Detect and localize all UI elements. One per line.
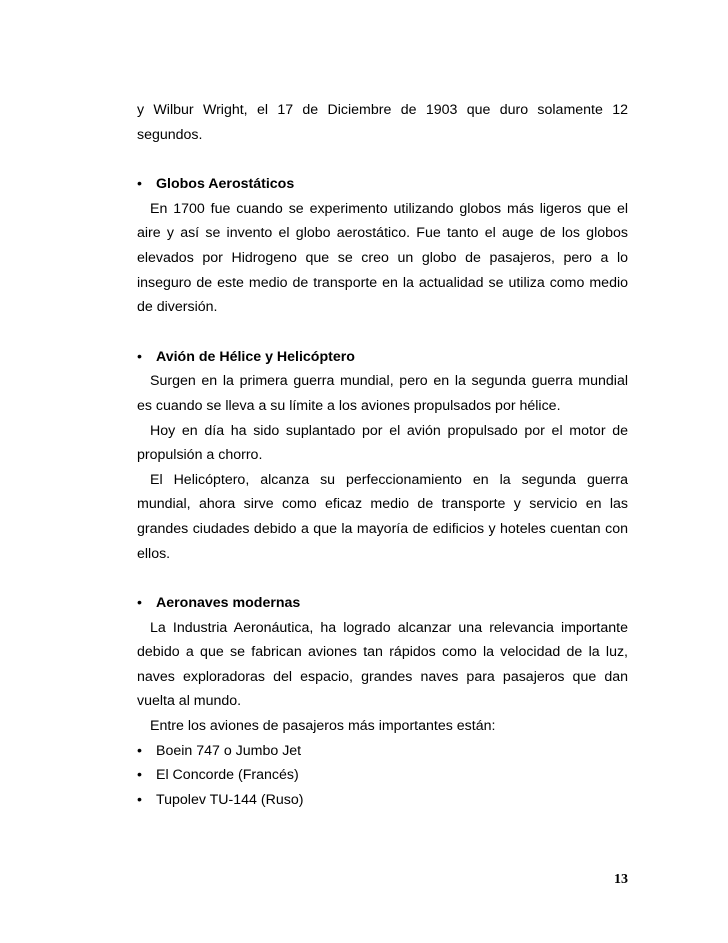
paragraph-line: elevados por Hidrogeno que se creo un globo de pasajeros, pero a lo xyxy=(137,249,628,266)
bullet: • xyxy=(137,348,142,365)
intro-line-2: segundos. xyxy=(137,126,203,143)
paragraph-line: debido a que se fabrican aviones tan rápidos como la velocidad de la luz, xyxy=(137,644,628,661)
paragraph-line: ellos. xyxy=(137,545,171,562)
section-heading-helice xyxy=(137,345,628,370)
section-heading-modernas xyxy=(137,591,628,616)
paragraph-line: grandes ciudades debido a que la mayoría de edificios y hoteles cuentan con xyxy=(137,520,628,537)
paragraph-line: es cuando se lleva a su límite a los aviones propulsados por hélice. xyxy=(137,397,561,414)
paragraph-line: Hoy en día ha sido suplantado por el avión propulsado por el motor de xyxy=(150,422,628,439)
paragraph-line: naves exploradoras del espacio, grandes naves para pasajeros que dan xyxy=(137,668,628,685)
section-title: Avión de Hélice y Helicóptero xyxy=(156,348,355,365)
list-item xyxy=(137,763,628,788)
section-title: Aeronaves modernas xyxy=(156,595,301,612)
page-content xyxy=(137,98,628,812)
page-number: 13 xyxy=(614,872,628,887)
bullet: • xyxy=(137,791,142,808)
section-title: Globos Aerostáticos xyxy=(156,176,295,193)
paragraph-line: Surgen en la primera guerra mundial, pero en la segunda guerra mundial xyxy=(150,373,628,390)
paragraph-line: Entre los aviones de pasajeros más importantes están: xyxy=(150,718,496,735)
paragraph-line: propulsión a chorro. xyxy=(137,447,263,464)
paragraph-line: vuelta al mundo. xyxy=(137,693,242,710)
paragraph-line: aire y así se invento el globo aerostático. Fue tanto el auge de los globos xyxy=(137,225,628,242)
list-item xyxy=(137,788,628,813)
paragraph-line: inseguro de este medio de transporte en la actualidad se utiliza como medio xyxy=(137,274,628,291)
bullet: • xyxy=(137,176,142,193)
bullet: • xyxy=(137,595,142,612)
list-item xyxy=(137,739,628,764)
bullet: • xyxy=(137,767,142,784)
list-item-text: Boein 747 o Jumbo Jet xyxy=(156,742,302,759)
paragraph-line: En 1700 fue cuando se experimento utilizando globos más ligeros que el xyxy=(150,200,628,217)
paragraph-line: mundial, ahora sirve como eficaz medio de transporte y servicio en las xyxy=(137,496,628,513)
list-item-text: Tupolev TU-144 (Ruso) xyxy=(156,791,304,808)
paragraph-line: El Helicóptero, alcanza su perfeccionamiento en la segunda guerra xyxy=(150,471,628,488)
section-heading-globos xyxy=(137,172,628,197)
intro-line-1: y Wilbur Wright, el 17 de Diciembre de 1903 que duro solamente 12 xyxy=(137,102,628,118)
paragraph-line: La Industria Aeronáutica, ha logrado alcanzar una relevancia importante xyxy=(150,619,628,636)
paragraph-line: de diversión. xyxy=(137,299,218,316)
list-item-text: El Concorde (Francés) xyxy=(156,767,299,784)
bullet: • xyxy=(137,742,142,759)
